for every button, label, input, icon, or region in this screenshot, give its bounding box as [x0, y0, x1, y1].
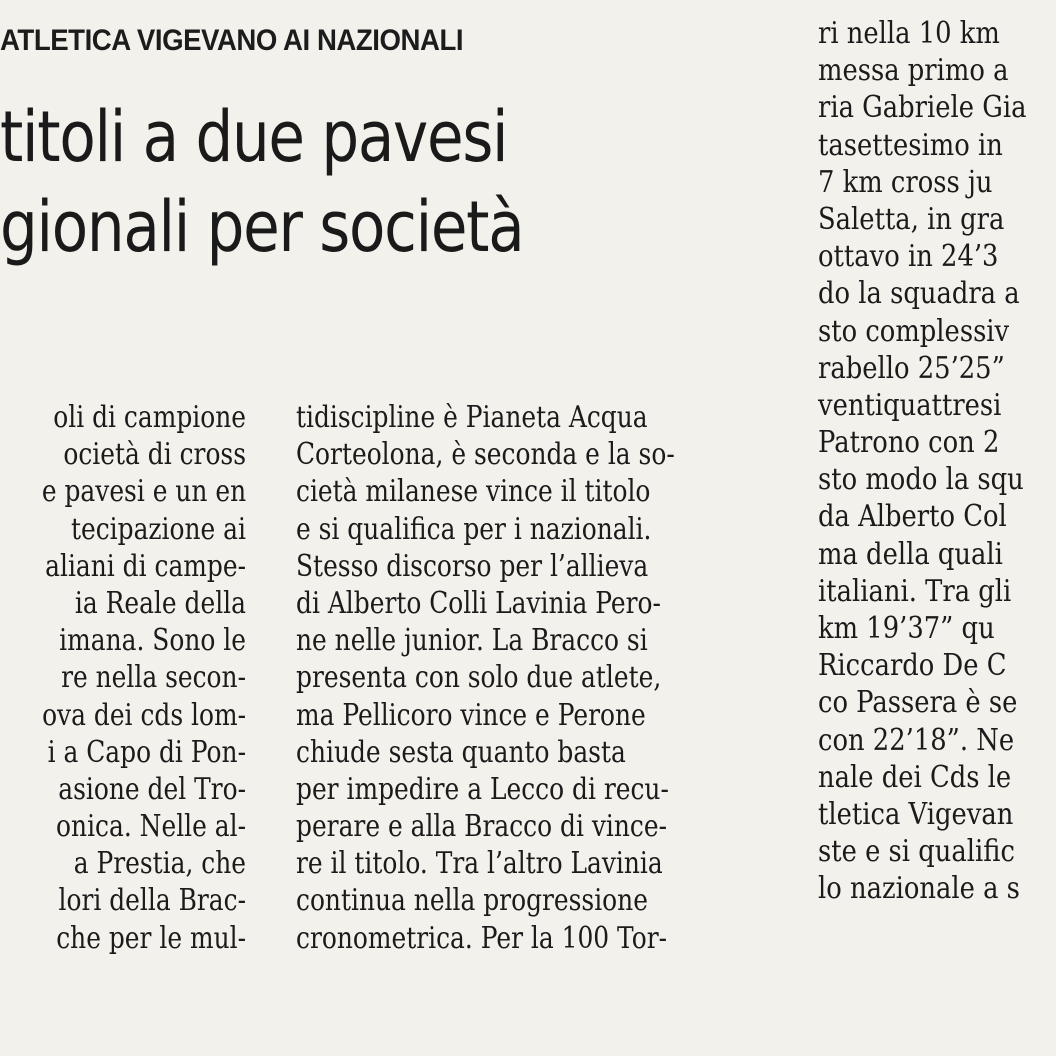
column-text-line: tletica Vigevan	[818, 796, 1014, 832]
column-text-line	[42, 511, 246, 548]
column-text-line-content: i a Capo di Pon-	[47, 734, 246, 770]
column-text-line: lo nazionale a s	[818, 871, 1020, 907]
column-text-line: Stesso discorso per l’allieva	[296, 548, 649, 584]
column-text-line: ne nelle junior. La Bracco si	[296, 623, 648, 659]
article-column-1	[0, 399, 246, 1049]
column-text-line: re il titolo. Tra l’altro Lavinia	[296, 846, 663, 882]
column-text-line: continua nella progressione	[296, 883, 648, 919]
column-text-line: Patrono con 2	[818, 425, 1000, 461]
column-text-line: per impedire a Lecco di recu-	[296, 771, 669, 807]
column-text-line: 7 km cross ju	[818, 164, 993, 200]
column-text-line-content: che per le mul-	[56, 920, 246, 956]
column-text-line: ma della quali	[818, 536, 1003, 572]
column-text-line: tasettesimo in	[818, 127, 1003, 163]
column-text-line: italiani. Tra gli	[818, 573, 1012, 609]
column-text-line	[42, 548, 246, 585]
column-text-line	[42, 473, 246, 510]
article-headline	[0, 92, 680, 292]
column-text-line-content: tecipazione ai	[70, 511, 246, 547]
article-column-2	[296, 399, 774, 1049]
column-text-line: sto modo la squ	[818, 462, 1024, 498]
column-text-line	[42, 771, 246, 808]
column-text-line: messa primo a	[818, 53, 1009, 89]
column-text-line: tidiscipline è Pianeta Acqua	[296, 400, 648, 435]
column-text-line-content: re nella secon-	[61, 660, 246, 696]
column-text-line: perare e alla Bracco di vince-	[296, 809, 667, 845]
column-text-line: km 19’37” qu	[818, 611, 995, 646]
column-text-line-content: asione del Tro-	[58, 771, 246, 807]
column-text-line	[42, 734, 246, 771]
column-text-line: di Alberto Colli Lavinia Pero-	[296, 585, 661, 621]
column-text-line: ventiquattresi	[818, 387, 1002, 423]
column-text-line: chiude sesta quanto basta	[296, 734, 626, 770]
column-text-line: sto complessiv	[818, 313, 1010, 349]
column-text-line	[42, 882, 246, 919]
column-text-line-content: ova dei cds lom-	[42, 697, 246, 733]
column-text-line-content: imana. Sono le	[59, 623, 246, 659]
column-text-line: Saletta, in gra	[818, 201, 1005, 237]
column-text-line: cronometrica. Per la 100 Tor-	[296, 920, 668, 956]
column-text-line: cietà milanese vince il titolo	[296, 474, 651, 510]
column-text-line: co Passera è se	[818, 685, 1018, 721]
column-text-line	[42, 697, 246, 734]
column-text-line: presenta con solo due atlete,	[296, 660, 662, 696]
column-text-line-content: ia Reale della	[74, 585, 246, 621]
column-text-line	[42, 585, 246, 622]
column-text-line: rabello 25’25”	[818, 350, 1005, 386]
column-text-line	[42, 845, 246, 882]
column-text-line: ste e si qualific	[818, 834, 1015, 870]
article-kicker: ATLETICA VIGEVANO AI NAZIONALI	[0, 24, 464, 57]
column-text-line: ma Pellicoro vince e Perone	[296, 697, 646, 733]
column-text-line	[42, 622, 246, 659]
column-text-line: e si qualifica per i nazionali.	[296, 511, 652, 547]
column-text-line: ottavo in 24’3	[818, 239, 999, 275]
column-text-line: ri nella 10 km	[818, 16, 1000, 51]
column-text-line: Corteolona, è seconda e la so-	[296, 437, 675, 473]
column-text-line	[42, 399, 246, 436]
column-text-line	[42, 436, 246, 473]
column-text-line-content: aliani di campe-	[45, 548, 246, 584]
column-text-line	[42, 920, 246, 957]
column-text-line-content: ocietà di cross	[63, 437, 246, 473]
column-text-line: ria Gabriele Gia	[818, 90, 1027, 126]
column-text-line-content: onica. Nelle al-	[56, 809, 246, 845]
column-text-line: nale dei Cds le	[818, 759, 1012, 795]
column-text-line	[42, 659, 246, 696]
column-text-line-content: a Prestia, che	[73, 846, 246, 882]
article-column-3	[818, 15, 1056, 1055]
column-text-line: da Alberto Col	[818, 499, 1007, 535]
column-text-line	[42, 808, 246, 845]
column-text-line: Riccardo De C	[818, 648, 1007, 684]
headline-line-2: gionali per società	[0, 186, 524, 268]
column-text-line: con 22’18”. Ne	[818, 722, 1015, 758]
column-text-line-content: e pavesi e un en	[41, 474, 246, 510]
column-text-line-content: lori della Brac-	[58, 883, 246, 919]
column-text-line: do la squadra a	[818, 276, 1020, 312]
column-text-line-content: oli di campione	[53, 400, 246, 435]
headline-line-1: titoli a due pavesi	[0, 96, 508, 178]
